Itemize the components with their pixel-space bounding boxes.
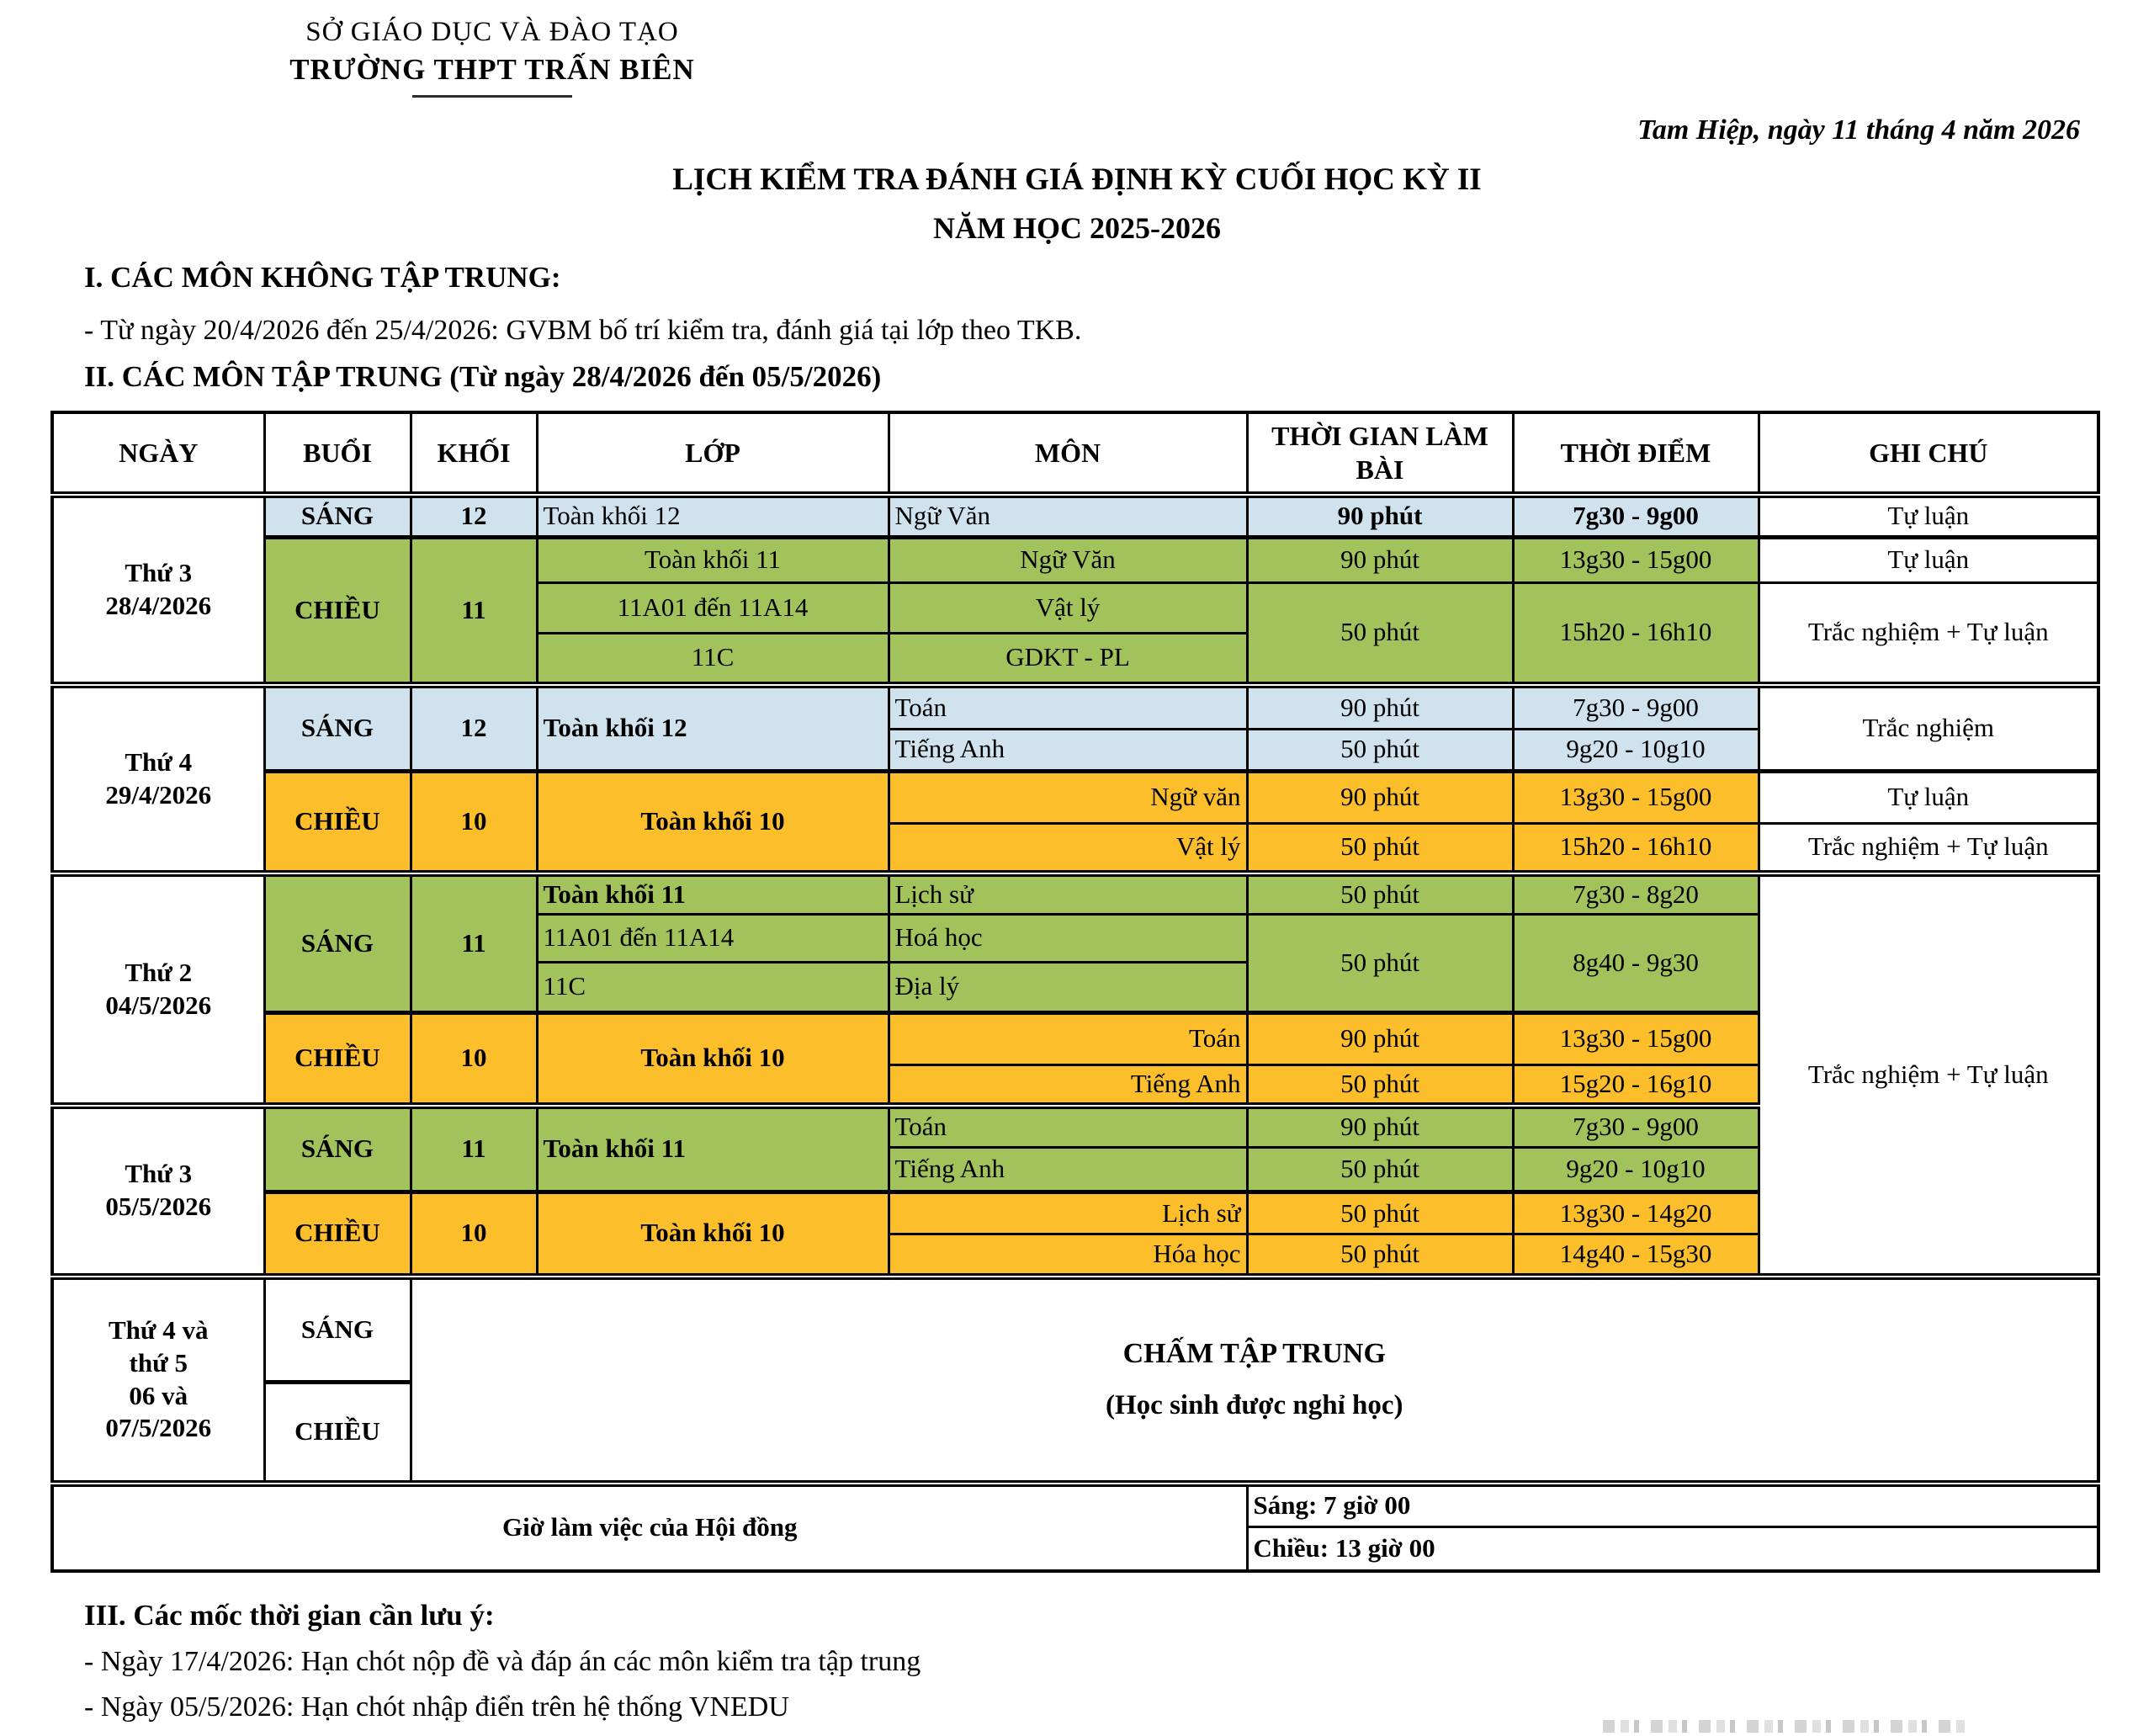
document-title-line1: LỊCH KIỂM TRA ĐÁNH GIÁ ĐỊNH KỲ CUỐI HỌC KỲ II — [672, 162, 1482, 197]
cell-g2-r3-mon: Ngữ văn — [889, 771, 1247, 823]
cell-g6-chieu: Chiều: 13 giờ 00 — [1247, 1527, 2098, 1571]
col-header-thoi-gian: THỜI GIAN LÀM BÀI — [1247, 412, 1513, 495]
g5-merged-line1: CHẤM TẬP TRUNG — [1122, 1337, 1386, 1369]
g4-date-line2: 05/5/2026 — [105, 1192, 212, 1221]
document-title-line2: NĂM HỌC 2025-2026 — [933, 211, 1221, 245]
g4-date-line1: Thứ 3 — [125, 1159, 193, 1189]
section1-heading: I. CÁC MÔN KHÔNG TẬP TRUNG: — [84, 261, 561, 294]
cell-g3-r45-lop: Toàn khối 10 — [537, 1012, 889, 1105]
cell-g4-r2-tg: 50 phút — [1247, 1148, 1513, 1192]
cell-g3-r5-td: 15g20 - 16g10 — [1513, 1064, 1759, 1105]
cell-g1-khoi-sang: 12 — [411, 495, 537, 537]
cell-g5-chieu: CHIỀU — [264, 1383, 411, 1484]
cell-g4-date — [52, 1106, 264, 1277]
section3-item2: - Ngày 05/5/2026: Hạn chót nhập điển trên hệ thống VNEDU — [84, 1691, 789, 1723]
cell-g1-r4-lop: 11C — [537, 633, 889, 685]
cell-g3-r23-tg: 50 phút — [1247, 914, 1513, 1012]
cell-g2-r1-tg: 90 phút — [1247, 685, 1513, 729]
cell-g4-r2-mon: Tiếng Anh — [889, 1148, 1247, 1192]
section3-item1: - Ngày 17/4/2026: Hạn chót nộp đề và đáp án các môn kiểm tra tập trung — [84, 1646, 921, 1677]
col-header-thoi-diem: THỜI ĐIỂM — [1513, 412, 1759, 495]
g5-date-line4: 07/5/2026 — [105, 1413, 212, 1443]
cell-g3-r3-lop: 11C — [537, 962, 889, 1012]
cell-g3-r1-lop: Toàn khối 11 — [537, 873, 889, 914]
row-g3-sang-1 — [52, 873, 2098, 914]
cell-g2-r4-tg: 50 phút — [1247, 823, 1513, 873]
section3-heading: III. Các mốc thời gian cần lưu ý: — [84, 1599, 495, 1632]
cell-g3-khoi-chieu: 10 — [411, 1012, 537, 1105]
cell-g1-r34-td: 15h20 - 16h10 — [1513, 582, 1759, 685]
cell-g2-r4-td: 15h20 - 16h10 — [1513, 823, 1759, 873]
cell-g6-sang: Sáng: 7 giờ 00 — [1247, 1484, 2098, 1527]
cell-g2-khoi-sang: 12 — [411, 685, 537, 771]
cell-g4-r3-mon: Lịch sử — [889, 1192, 1247, 1234]
cell-g1-chieu: CHIỀU — [264, 537, 411, 685]
cell-g1-r1-td: 7g30 - 9g00 — [1513, 495, 1759, 537]
cell-g2-r3-td: 13g30 - 15g00 — [1513, 771, 1759, 823]
cell-g1-r3-mon: Vật lý — [889, 582, 1247, 633]
col-header-ghi-chu: GHI CHÚ — [1759, 412, 2098, 495]
cell-g2-r12-lop: Toàn khối 12 — [537, 685, 889, 771]
cell-g4-r3-td: 13g30 - 14g20 — [1513, 1192, 1759, 1234]
cell-g4-khoi-sang: 11 — [411, 1106, 537, 1192]
col-header-ngay: NGÀY — [52, 412, 264, 495]
cell-g4-r1-mon: Toán — [889, 1106, 1247, 1148]
cell-g5-sang: SÁNG — [264, 1277, 411, 1383]
cell-g3-r1-mon: Lịch sử — [889, 873, 1247, 914]
cell-g5-merged — [411, 1277, 2098, 1484]
cell-g1-sang: SÁNG — [264, 495, 411, 537]
cell-g3-r5-mon: Tiếng Anh — [889, 1064, 1247, 1105]
g1-date-line1: Thứ 3 — [125, 558, 193, 588]
department-name: SỞ GIÁO DỤC VÀ ĐÀO TẠO — [305, 17, 679, 47]
cell-g1-r34-tg: 50 phút — [1247, 582, 1513, 685]
g2-date-line2: 29/4/2026 — [105, 780, 212, 810]
table-header-row — [52, 412, 2098, 495]
cell-g2-r3-ghi: Tự luận — [1759, 771, 2098, 823]
cell-g1-r1-mon: Ngữ Văn — [889, 495, 1247, 537]
cell-g4-r34-lop: Toàn khối 10 — [537, 1192, 889, 1277]
row-g2-chieu-1 — [52, 771, 2098, 823]
cell-g3-r5-tg: 50 phút — [1247, 1064, 1513, 1105]
place-date-line: Tam Hiệp, ngày 11 tháng 4 năm 2026 — [1637, 114, 2080, 146]
cell-g2-r34-lop: Toàn khối 10 — [537, 771, 889, 873]
cell-g3-r23-td: 8g40 - 9g30 — [1513, 914, 1759, 1012]
cell-g3-r1-tg: 50 phút — [1247, 873, 1513, 914]
cell-g1-r2-tg: 90 phút — [1247, 537, 1513, 582]
cell-g1-r3-lop: 11A01 đến 11A14 — [537, 582, 889, 633]
cell-g3-r4-mon: Toán — [889, 1012, 1247, 1064]
g3-date-line2: 04/5/2026 — [105, 990, 212, 1020]
cell-g4-r4-mon: Hóa học — [889, 1234, 1247, 1277]
cell-g2-date — [52, 685, 264, 873]
cell-g3-r2-mon: Hoá học — [889, 914, 1247, 962]
letterhead — [227, 17, 757, 98]
row-g6-sang — [52, 1484, 2098, 1527]
cell-g1-r2-mon: Ngữ Văn — [889, 537, 1247, 582]
section1-text: - Từ ngày 20/4/2026 đến 25/4/2026: GVBM bố trí kiểm tra, đánh giá tại lớp theo TKB. — [84, 315, 1082, 346]
cell-g1-r34-ghi: Trắc nghiệm + Tự luận — [1759, 582, 2098, 685]
cell-g2-sang: SÁNG — [264, 685, 411, 771]
school-name: TRƯỜNG THPT TRẤN BIÊN — [289, 53, 695, 86]
col-header-khoi: KHỐI — [411, 412, 537, 495]
cell-g2-khoi-chieu: 10 — [411, 771, 537, 873]
cell-g4-r3-tg: 50 phút — [1247, 1192, 1513, 1234]
cell-g4-sang: SÁNG — [264, 1106, 411, 1192]
row-g1-chieu-1 — [52, 537, 2098, 582]
g2-date-line1: Thứ 4 — [125, 747, 193, 778]
cell-g3-r4-td: 13g30 - 15g00 — [1513, 1012, 1759, 1064]
cell-g2-r4-ghi: Trắc nghiệm + Tự luận — [1759, 823, 2098, 873]
g3-date-line1: Thứ 2 — [125, 958, 193, 987]
cell-g4-r1-td: 7g30 - 9g00 — [1513, 1106, 1759, 1148]
cell-g3-sang: SÁNG — [264, 873, 411, 1012]
cell-g1-date — [52, 495, 264, 685]
cell-g2-chieu: CHIỀU — [264, 771, 411, 873]
cell-g3-r3-mon: Địa lý — [889, 962, 1247, 1012]
cell-g2-r1-td: 7g30 - 9g00 — [1513, 685, 1759, 729]
cell-g1-r1-tg: 90 phút — [1247, 495, 1513, 537]
cell-g2-r12-ghi: Trắc nghiệm — [1759, 685, 2098, 771]
cell-g2-r1-mon: Toán — [889, 685, 1247, 729]
cell-g2-r2-tg: 50 phút — [1247, 729, 1513, 771]
cell-g1-r4-mon: GDKT - PL — [889, 633, 1247, 685]
cell-g1-r1-lop: Toàn khối 12 — [537, 495, 889, 537]
g5-merged-line2: (Học sinh được nghỉ học) — [1106, 1390, 1403, 1421]
g1-date-line2: 28/4/2026 — [105, 591, 212, 620]
g5-date-line1: Thứ 4 và — [108, 1315, 209, 1345]
cell-g2-r3-tg: 90 phút — [1247, 771, 1513, 823]
section2-heading: II. CÁC MÔN TẬP TRUNG (Từ ngày 28/4/2026 đến 05/5/2026) — [84, 360, 882, 393]
cell-g6-label: Giờ làm việc của Hội đồng — [52, 1484, 1247, 1571]
cell-g4-r4-td: 14g40 - 15g30 — [1513, 1234, 1759, 1277]
col-header-buoi: BUỔI — [264, 412, 411, 495]
letterhead-rule — [412, 95, 572, 98]
cell-g3-g4-ghi-merged: Trắc nghiệm + Tự luận — [1759, 873, 2098, 1277]
cell-g4-chieu: CHIỀU — [264, 1192, 411, 1277]
g5-date-line2: thứ 5 — [129, 1347, 188, 1378]
cell-g1-khoi-chieu: 11 — [411, 537, 537, 685]
cutoff-text-fragment — [1603, 1720, 1965, 1733]
cell-g1-r2-lop: Toàn khối 11 — [537, 537, 889, 582]
cell-g3-r1-td: 7g30 - 8g20 — [1513, 873, 1759, 914]
cell-g4-r1-tg: 90 phút — [1247, 1106, 1513, 1148]
cell-g2-r2-td: 9g20 - 10g10 — [1513, 729, 1759, 771]
cell-g2-r4-mon: Vật lý — [889, 823, 1247, 873]
cell-g4-r12-lop: Toàn khối 11 — [537, 1106, 889, 1192]
cell-g3-r2-lop: 11A01 đến 11A14 — [537, 914, 889, 962]
cell-g2-r2-mon: Tiếng Anh — [889, 729, 1247, 771]
cell-g3-date — [52, 873, 264, 1106]
cell-g1-r2-td: 13g30 - 15g00 — [1513, 537, 1759, 582]
g5-date-line3: 06 và — [129, 1380, 188, 1410]
cell-g1-r2-ghi: Tự luận — [1759, 537, 2098, 582]
cell-g5-date — [52, 1277, 264, 1484]
col-header-lop: LỚP — [537, 412, 889, 495]
cell-g3-r4-tg: 90 phút — [1247, 1012, 1513, 1064]
cell-g3-chieu: CHIỀU — [264, 1012, 411, 1105]
row-g1-sang-12 — [52, 495, 2098, 537]
row-g2-sang-1 — [52, 685, 2098, 729]
cell-g4-khoi-chieu: 10 — [411, 1192, 537, 1277]
cell-g3-khoi-sang: 11 — [411, 873, 537, 1012]
cell-g4-r4-tg: 50 phút — [1247, 1234, 1513, 1277]
cell-g4-r2-td: 9g20 - 10g10 — [1513, 1148, 1759, 1192]
row-g5-sang — [52, 1277, 2098, 1383]
schedule-table-wrapper — [50, 411, 2100, 1573]
cell-g1-r1-ghi: Tự luận — [1759, 495, 2098, 537]
exam-schedule-table — [50, 411, 2100, 1573]
col-header-mon: MÔN — [889, 412, 1247, 495]
